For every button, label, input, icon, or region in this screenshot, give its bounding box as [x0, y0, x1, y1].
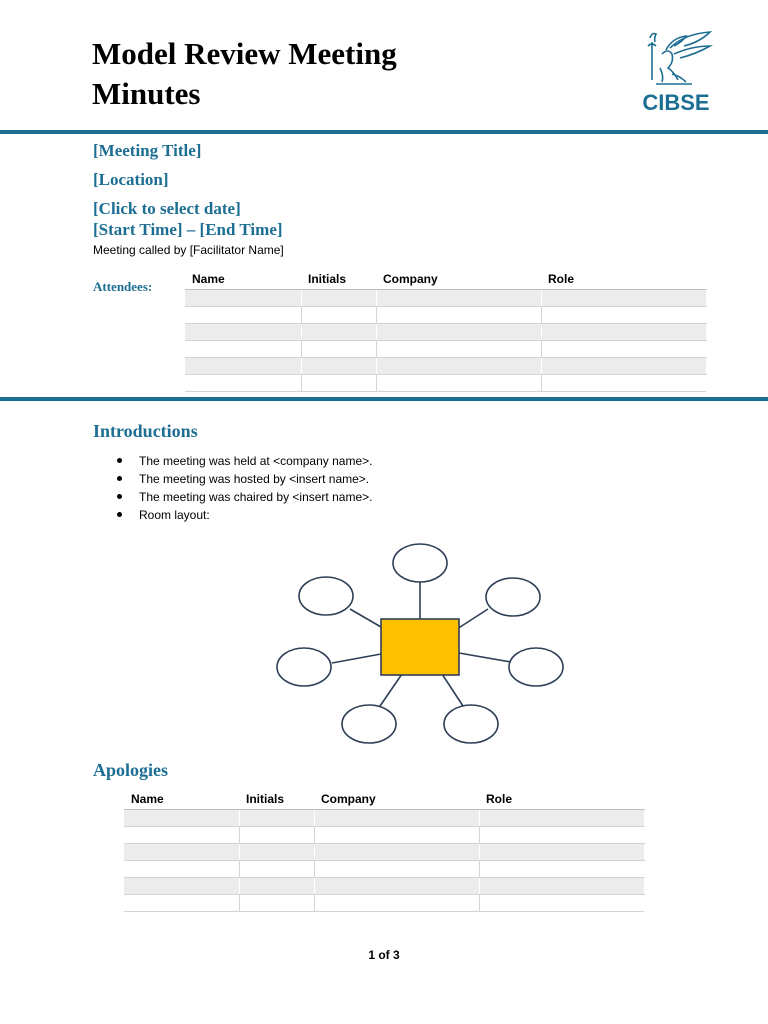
- table-cell[interactable]: [301, 375, 376, 392]
- meeting-table: [381, 619, 459, 675]
- list-item: The meeting was held at <company name>.: [111, 452, 372, 470]
- list-item: The meeting was hosted by <insert name>.: [111, 470, 372, 488]
- table-row: [124, 810, 644, 827]
- table-cell[interactable]: [124, 844, 239, 861]
- apologies-heading: Apologies: [93, 760, 169, 780]
- table-cell[interactable]: [479, 895, 644, 912]
- document-title: [92, 34, 512, 114]
- table-cell[interactable]: [124, 827, 239, 844]
- title-line-1: Model Review Meeting: [92, 36, 397, 71]
- introductions-heading: Introductions: [93, 421, 198, 441]
- table-cell[interactable]: [185, 307, 301, 324]
- table-row: [185, 375, 706, 392]
- seat-lower-right: [444, 705, 498, 743]
- table-cell[interactable]: [314, 827, 479, 844]
- connector-line: [332, 654, 381, 663]
- table-cell[interactable]: [185, 375, 301, 392]
- table-cell[interactable]: [479, 844, 644, 861]
- column-header-name: Name: [185, 270, 301, 290]
- page-number: 1 of 3: [368, 948, 400, 962]
- connector-line: [442, 674, 463, 706]
- table-cell[interactable]: [124, 895, 239, 912]
- table-cell[interactable]: [376, 341, 541, 358]
- table-cell[interactable]: [185, 324, 301, 341]
- table-cell[interactable]: [541, 290, 706, 307]
- column-header-role: Role: [479, 790, 644, 810]
- table-row: [124, 895, 644, 912]
- table-cell[interactable]: [479, 878, 644, 895]
- table-cell[interactable]: [185, 290, 301, 307]
- table-cell[interactable]: [541, 324, 706, 341]
- title-line-2: Minutes: [92, 76, 201, 111]
- table-cell[interactable]: [124, 810, 239, 827]
- connector-line: [380, 674, 402, 706]
- table-cell[interactable]: [301, 324, 376, 341]
- connector-line: [350, 609, 381, 627]
- seat-right: [509, 648, 563, 686]
- table-row: [185, 358, 706, 375]
- table-cell[interactable]: [124, 861, 239, 878]
- table-cell[interactable]: [376, 290, 541, 307]
- seat-upper-right: [486, 578, 540, 616]
- attendees-label: Attendees:: [93, 279, 153, 294]
- table-cell[interactable]: [314, 895, 479, 912]
- table-row: [185, 307, 706, 324]
- table-cell[interactable]: [301, 290, 376, 307]
- table-cell[interactable]: [479, 810, 644, 827]
- column-header-name: Name: [124, 790, 239, 810]
- connector-line: [459, 653, 511, 662]
- table-cell[interactable]: [479, 861, 644, 878]
- logo-wordmark: CIBSE: [642, 90, 710, 115]
- table-cell[interactable]: [541, 375, 706, 392]
- table-row: [185, 324, 706, 341]
- table-cell[interactable]: [314, 878, 479, 895]
- list-item: The meeting was chaired by <insert name>.: [111, 488, 372, 506]
- table-cell[interactable]: [314, 810, 479, 827]
- table-cell[interactable]: [239, 861, 314, 878]
- seat-left: [277, 648, 331, 686]
- table-cell[interactable]: [541, 358, 706, 375]
- table-row: [185, 341, 706, 358]
- table-cell[interactable]: [239, 844, 314, 861]
- time-range-field[interactable]: [Start Time] – [End Time]: [93, 220, 283, 239]
- table-row: [124, 878, 644, 895]
- date-picker-field[interactable]: [Click to select date]: [93, 199, 241, 218]
- table-row: [124, 844, 644, 861]
- meeting-title-field[interactable]: [Meeting Title]: [93, 141, 202, 160]
- table-row: [124, 827, 644, 844]
- table-cell[interactable]: [541, 307, 706, 324]
- location-field[interactable]: [Location]: [93, 170, 169, 189]
- column-header-initials: Initials: [239, 790, 314, 810]
- list-item: Room layout:: [111, 506, 372, 524]
- apologies-header-row: [124, 790, 644, 810]
- table-cell[interactable]: [239, 895, 314, 912]
- table-cell[interactable]: [301, 358, 376, 375]
- column-header-company: Company: [376, 270, 541, 290]
- table-cell[interactable]: [185, 358, 301, 375]
- liver-bird-icon: [648, 32, 710, 84]
- column-header-company: Company: [314, 790, 479, 810]
- called-by-text: Meeting called by [Facilitator Name]: [93, 243, 284, 257]
- table-cell[interactable]: [314, 861, 479, 878]
- table-cell[interactable]: [124, 878, 239, 895]
- header-divider: [0, 130, 768, 134]
- column-header-initials: Initials: [301, 270, 376, 290]
- room-layout-diagram: [270, 540, 570, 750]
- table-cell[interactable]: [376, 324, 541, 341]
- column-header-role: Role: [541, 270, 706, 290]
- table-cell[interactable]: [239, 810, 314, 827]
- table-cell[interactable]: [376, 307, 541, 324]
- table-cell[interactable]: [301, 341, 376, 358]
- introductions-list: [111, 452, 372, 524]
- attendees-table: [185, 270, 707, 392]
- seat-top: [393, 544, 447, 582]
- seat-upper-left: [299, 577, 353, 615]
- table-row: [124, 861, 644, 878]
- attendees-header-row: [185, 270, 706, 290]
- apologies-table: [124, 790, 645, 912]
- table-cell[interactable]: [239, 878, 314, 895]
- table-cell[interactable]: [239, 827, 314, 844]
- table-cell[interactable]: [314, 844, 479, 861]
- section-divider: [0, 397, 768, 401]
- table-cell[interactable]: [301, 307, 376, 324]
- table-cell[interactable]: [376, 358, 541, 375]
- table-cell[interactable]: [479, 827, 644, 844]
- cibse-logo: [636, 28, 716, 116]
- table-cell[interactable]: [376, 375, 541, 392]
- table-row: [185, 290, 706, 307]
- seat-lower-left: [342, 705, 396, 743]
- table-cell[interactable]: [541, 341, 706, 358]
- connector-line: [457, 609, 488, 629]
- table-cell[interactable]: [185, 341, 301, 358]
